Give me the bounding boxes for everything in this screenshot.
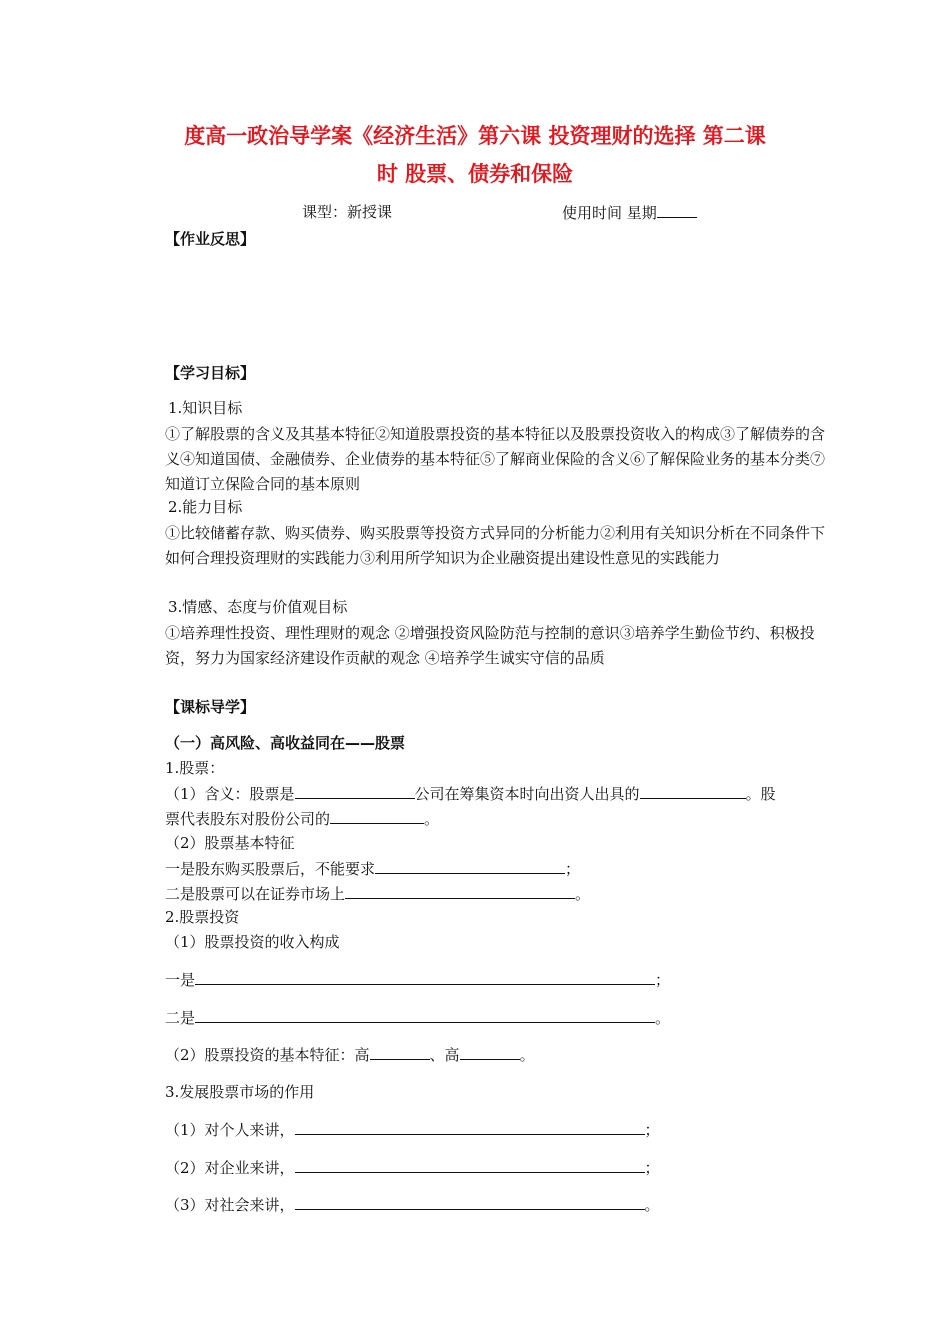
feature2-text: 二是股票可以在证券市场上 [165,885,346,903]
invest-title: 2.股票投资 [165,908,240,926]
use-time-label: 使用时间 星期 [562,204,657,222]
blank-return[interactable] [460,1043,520,1060]
knowledge-text: ①了解股票的含义及其基本特征②知道股票投资的基本特征以及股票投资收入的构成③了解债券的含义④知道国债、金融债券、企业债券的基本特征⑤了解商业保险的含义⑥了解保险业务的基本分类⑦知道订立保险合同的基本原则 [165,425,826,493]
blank-company-type[interactable] [295,782,415,799]
blank-income2[interactable] [195,1006,655,1023]
stock-definition-line1 [165,782,776,805]
use-time [562,201,697,224]
char-text-a: （2）股票投资的基本特征：高 [165,1046,370,1064]
title-line-1: 度高一政治导学案《经济生活》第六课 投资理财的选择 第二课 [184,124,766,148]
blank-role1[interactable] [295,1118,645,1135]
role2-text: （2）对企业来讲， [165,1159,295,1177]
stock-title: 1.股票： [165,759,225,777]
income1-text: 一是 [165,971,196,989]
blank-feature2[interactable] [345,882,575,899]
def-text-d: 票代表股东对股份公司的 [165,810,331,828]
role3-text: （3）对社会来讲， [165,1196,295,1214]
title-line-2: 时 股票、债券和保险 [376,162,574,186]
def-text-e: 。 [424,810,440,828]
income-2 [165,1006,670,1029]
blank-income1[interactable] [195,968,655,985]
part1-title: （一）高风险、高收益同在——股票 [165,734,406,752]
def-text-a: （1）含义：股票是 [165,785,295,803]
blank-ownership[interactable] [330,807,424,824]
income2-text: 二是 [165,1009,196,1027]
role3-end: 。 [644,1196,660,1214]
char-text-c: 。 [519,1046,535,1064]
feature1-text: 一是股东购买股票后，不能要求 [165,860,376,878]
role-1 [165,1118,660,1141]
role-2 [165,1156,660,1179]
feature-2 [165,882,590,905]
ability-title: 2.能力目标 [168,498,243,516]
blank-role2[interactable] [295,1156,645,1173]
feature-1 [165,857,580,880]
market-title: 3.发展股票市场的作用 [165,1083,315,1101]
def-text-c: 。股 [745,785,776,803]
income-1 [165,968,670,991]
blank-risk[interactable] [370,1043,430,1060]
invest-characteristics [165,1043,535,1066]
blank-certificate[interactable] [640,782,746,799]
role2-end: ； [644,1159,660,1177]
char-text-b: 、高 [429,1046,460,1064]
section-reflection: 【作业反思】 [165,230,256,248]
blank-role3[interactable] [295,1193,645,1210]
income1-end: ； [655,971,671,989]
weekday-blank[interactable] [657,201,697,218]
blank-feature1[interactable] [375,857,565,874]
income2-end: 。 [655,1009,671,1027]
emotion-text: ①培养理性投资、理性理财的观念 ②增强投资风险防范与控制的意识③培养学生勤俭节约、积极投资，努力为国家经济建设作贡献的观念 ④培养学生诚实守信的品质 [165,624,815,667]
role-3 [165,1193,660,1216]
emotion-title: 3.情感、态度与价值观目标 [168,598,348,616]
lesson-type: 课型：新授课 [302,203,393,221]
knowledge-title: 1.知识目标 [168,399,243,417]
stock-definition-line2 [165,807,439,830]
feature2-end: 。 [575,885,591,903]
role1-text: （1）对个人来讲， [165,1121,295,1139]
feature1-end: ； [565,860,581,878]
ability-text: ①比较储蓄存款、购买债券、购买股票等投资方式异同的分析能力②利用有关知识分析在不同条件下如何合理投资理财的实践能力③利用所学知识为企业融资提出建设性意见的实践能力 [165,524,826,567]
section-objectives: 【学习目标】 [165,364,256,382]
section-guide: 【课标导学】 [165,698,256,716]
feature-title: （2）股票基本特征 [165,834,295,852]
role1-end: ； [644,1121,660,1139]
income-title: （1）股票投资的收入构成 [165,933,340,951]
def-text-b: 公司在筹集资本时向出资人出具的 [414,785,640,803]
